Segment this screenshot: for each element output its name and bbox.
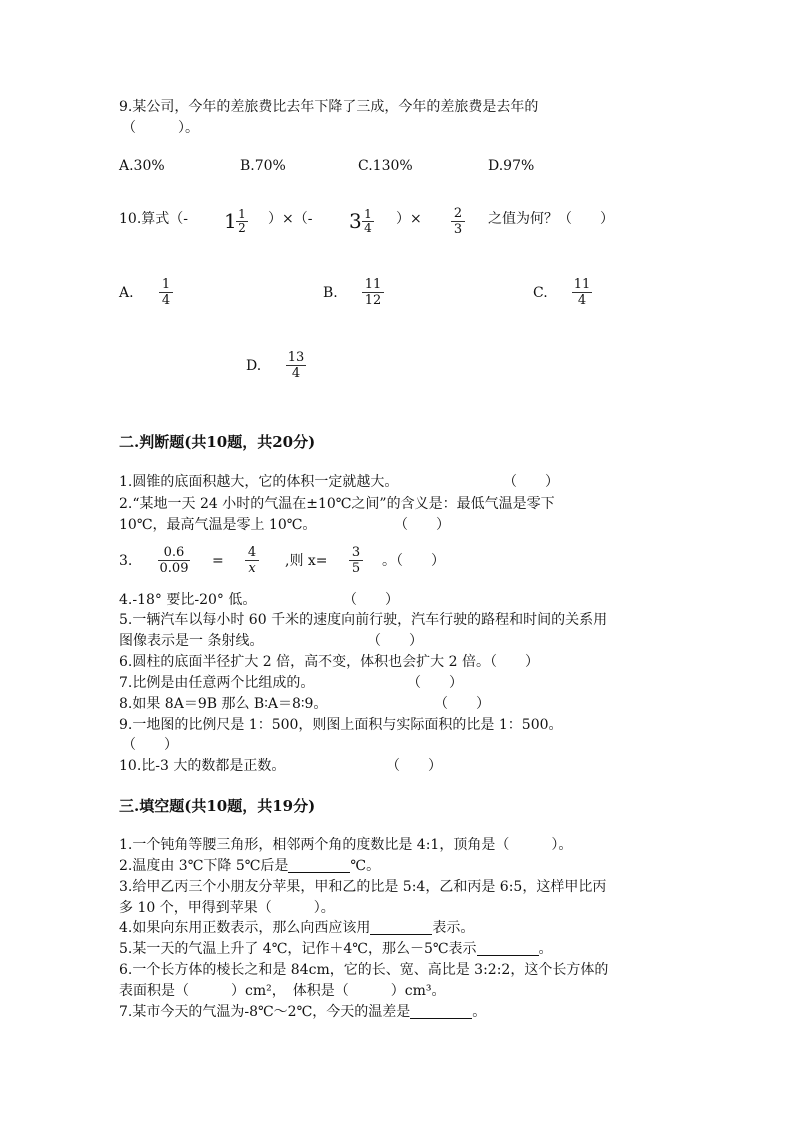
mc-q10-mixed-1-frac bbox=[236, 208, 248, 235]
judge-q5-line2: 图像表示是一 条射线。 bbox=[119, 633, 264, 649]
fill-q5-blank[interactable] bbox=[477, 941, 539, 956]
fill-q5-tail: 。 bbox=[538, 941, 553, 957]
mc-q10-tail: 之值为何？（ ） bbox=[488, 211, 614, 227]
judge-q5-line1: 5.一辆汽车以每小时 60 千米的速度向前行驶，汽车行驶的路程和时间的关系用 bbox=[119, 612, 608, 628]
mc-q10-suffix: ）× bbox=[396, 211, 422, 227]
fill-q4-blank[interactable] bbox=[370, 920, 432, 935]
mc-q9-line1: 9.某公司，今年的差旅费比去年下降了三成，今年的差旅费是去年的 bbox=[119, 99, 539, 115]
mc-q10-mixed-2-whole: 3 bbox=[349, 209, 362, 233]
fill-q2-text: 2.温度由 3℃下降 5℃后是 bbox=[119, 858, 289, 874]
mc-q10-option-a-label: A. bbox=[119, 285, 134, 301]
judge-q2-line1: 2.“某地一天 24 小时的气温在±10℃之间”的含义是：最低气温是零下 bbox=[119, 496, 555, 512]
judge-q5-answer[interactable]: （ ） bbox=[367, 633, 423, 649]
fill-q2-blank[interactable] bbox=[288, 858, 350, 873]
fill-q4 bbox=[119, 918, 474, 938]
mc-q10-option-d-frac bbox=[286, 350, 306, 381]
fill-q2 bbox=[119, 856, 380, 876]
denominator: 4 bbox=[577, 293, 587, 308]
fill-q4-text: 4.如果向东用正数表示，那么向西应该用 bbox=[119, 920, 371, 936]
denominator: 4 bbox=[364, 221, 372, 235]
judge-q9-answer[interactable]: （ ） bbox=[122, 737, 178, 753]
denominator: 4 bbox=[161, 293, 171, 308]
fill-q7-blank[interactable] bbox=[410, 1004, 472, 1019]
judge-q7: 7.比例是由任意两个比组成的。 bbox=[119, 675, 315, 691]
fill-q7-tail: 。 bbox=[472, 1004, 487, 1020]
fill-q1: 1.一个钝角等腰三角形，相邻两个角的度数比是 4:1，顶角是（ ）。 bbox=[119, 837, 573, 853]
judge-q2-answer[interactable]: （ ） bbox=[394, 517, 450, 533]
judge-q8: 8.如果 8A＝9B 那么 B∶A＝8∶9。 bbox=[119, 696, 328, 712]
denominator: 3 bbox=[453, 222, 463, 237]
judge-q3-tail: 。（ ） bbox=[382, 553, 445, 569]
judge-q1: 1.圆锥的底面积越大，它的体积一定就越大。 bbox=[119, 474, 399, 490]
judge-q4-answer[interactable]: （ ） bbox=[343, 592, 399, 608]
fill-q6-line1: 6.一个长方体的棱长之和是 84cm，它的长、宽、高比是 3:2:2，这个长方体的 bbox=[119, 962, 609, 978]
denominator: 12 bbox=[364, 293, 382, 308]
judge-q6: 6.圆柱的底面半径扩大 2 倍，高不变，体积也会扩大 2 倍。（ ） bbox=[119, 654, 539, 670]
judge-q9-line1: 9.一地图的比例尺是 1：500，则图上面积与实际面积的比是 1：500。 bbox=[119, 717, 563, 733]
judge-q1-answer[interactable]: （ ） bbox=[503, 474, 559, 490]
mc-q10-mixed-1-whole: 1 bbox=[224, 209, 237, 233]
denominator: x bbox=[248, 561, 256, 576]
fill-q3-line1: 3.给甲乙丙三个小朋友分苹果，甲和乙的比是 5:4，乙和丙是 6:5，这样甲比丙 bbox=[119, 879, 607, 895]
section-fill-title: 三.填空题(共10题，共19分) bbox=[119, 797, 316, 815]
numerator: 1 bbox=[159, 277, 173, 293]
judge-q4: 4.-18° 要比-20° 低。 bbox=[119, 592, 257, 608]
judge-q3-label: 3. bbox=[119, 553, 133, 569]
fill-q2-unit: ℃。 bbox=[350, 858, 381, 874]
judge-q10: 10.比-3 大的数都是正数。 bbox=[119, 758, 286, 774]
judge-q3-equals: = bbox=[212, 553, 224, 569]
section-judge-title: 二.判断题(共10题，共20分) bbox=[119, 433, 316, 451]
mc-q9-option-d: D.97% bbox=[488, 158, 535, 174]
numerator: 3 bbox=[349, 545, 363, 561]
numerator: 13 bbox=[287, 350, 305, 365]
judge-q8-answer[interactable]: （ ） bbox=[434, 696, 490, 712]
fill-q7 bbox=[119, 1002, 486, 1022]
numerator: 0.6 bbox=[158, 545, 190, 561]
mc-q9-option-c: C.130% bbox=[358, 158, 413, 174]
mc-q10-option-a-frac bbox=[159, 277, 173, 308]
fill-q7-text: 7.某市今天的气温为-8℃～2℃，今天的温差是 bbox=[119, 1004, 411, 1020]
mc-q10-option-c-label: C. bbox=[533, 285, 548, 301]
mc-q10-option-c-frac bbox=[572, 277, 592, 308]
judge-q10-answer[interactable]: （ ） bbox=[386, 758, 442, 774]
denominator: 0.09 bbox=[159, 561, 189, 576]
fill-q6-line2: 表面积是（ ）cm²， 体积是（ ）cm³。 bbox=[119, 983, 446, 999]
numerator: 11 bbox=[573, 277, 591, 292]
mc-q10-mixed-2-frac bbox=[362, 208, 374, 235]
mc-q10-mid: ）×（- bbox=[268, 211, 313, 227]
denominator: 5 bbox=[351, 561, 361, 576]
mc-q10-mixed-2 bbox=[349, 204, 375, 238]
numerator: 1 bbox=[236, 208, 248, 222]
numerator: 1 bbox=[362, 208, 374, 222]
fill-q5-text: 5.某一天的气温上升了 4℃，记作＋4℃，那么－5℃表示 bbox=[119, 941, 477, 957]
judge-q3-frac-1 bbox=[158, 545, 190, 576]
fill-q3-line2: 多 10 个，甲得到苹果（ ）。 bbox=[119, 900, 335, 916]
judge-q2-line2: 10℃，最高气温是零上 10℃。 bbox=[119, 517, 317, 533]
mc-q10-prefix: 10.算式（- bbox=[119, 211, 188, 227]
judge-q3-frac-3 bbox=[349, 545, 363, 576]
numerator: 4 bbox=[245, 545, 259, 561]
fill-q4-tail: 表示。 bbox=[432, 920, 475, 936]
mc-q10-mixed-1 bbox=[224, 204, 250, 238]
mc-q9-line2: （ ）。 bbox=[122, 120, 199, 136]
mc-q9-option-a: A.30% bbox=[119, 158, 165, 174]
mc-q10-option-b-label: B. bbox=[323, 285, 338, 301]
mc-q9-option-b: B.70% bbox=[240, 158, 286, 174]
mc-q10-option-b-frac bbox=[362, 277, 384, 308]
denominator: 2 bbox=[238, 221, 246, 235]
numerator: 2 bbox=[451, 206, 465, 222]
mc-q10-fraction bbox=[451, 206, 465, 237]
fill-q5 bbox=[119, 939, 553, 959]
judge-q3-mid: ,则 x= bbox=[285, 553, 328, 569]
judge-q7-answer[interactable]: （ ） bbox=[407, 675, 463, 691]
denominator: 4 bbox=[291, 366, 301, 381]
mc-q10-option-d-label: D. bbox=[246, 358, 262, 374]
numerator: 11 bbox=[362, 277, 384, 293]
judge-q3-frac-2 bbox=[245, 545, 259, 576]
